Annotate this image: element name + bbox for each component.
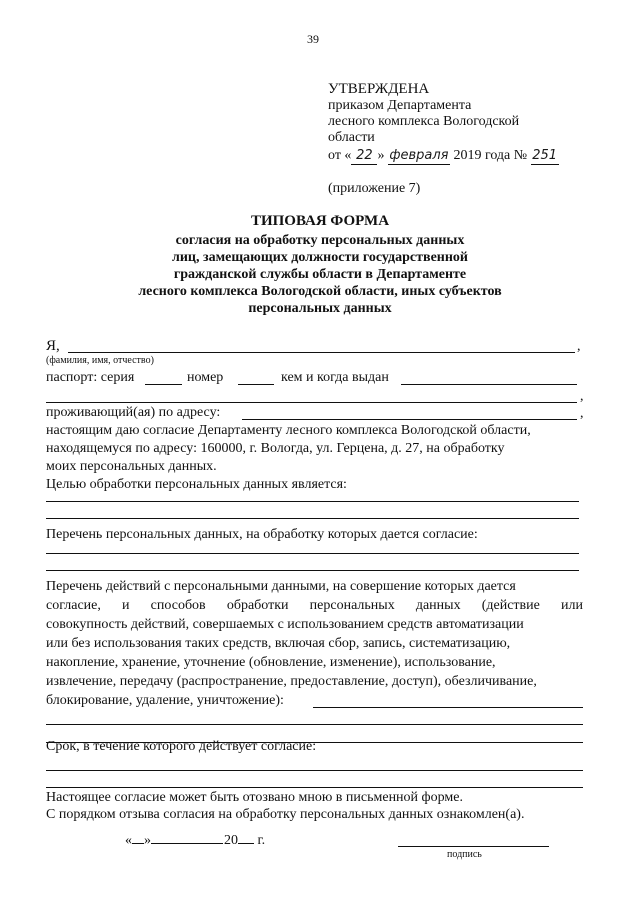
actions-field-line[interactable]: [46, 724, 583, 725]
actions-line-7: блокирование, удаление, уничтожение):: [46, 693, 284, 708]
signature-line[interactable]: [398, 846, 549, 847]
date-year-blank[interactable]: [238, 843, 254, 844]
appendix-note: (приложение 7): [328, 181, 421, 196]
address-label: проживающий(ая) по адресу:: [46, 405, 221, 420]
actions-line-2: согласие, и способов обработки персональных данных (действие или: [46, 598, 583, 613]
date-line: [125, 832, 265, 849]
passport-label: паспорт: серия: [46, 370, 135, 385]
data-list-field-line[interactable]: [46, 570, 579, 571]
form-subtitle-5: персональных данных: [248, 301, 392, 316]
date-prefix: от «: [328, 148, 352, 163]
actions-line-1: Перечень действий с персональными данными, на совершение которых дается: [46, 579, 516, 594]
address-field-line[interactable]: [242, 419, 577, 420]
actions-line-4: или без использования таких средств, включая сбор, запись, систематизацию,: [46, 636, 511, 651]
purpose-field-line[interactable]: [46, 518, 579, 519]
consent-line-2: находящемуся по адресу: 160000, г. Вологда, ул. Герцена, д. 27, на обработку: [46, 441, 505, 456]
issued-field-line[interactable]: [401, 384, 577, 385]
issued-field-line-2[interactable]: [46, 402, 577, 403]
passport-series-line[interactable]: [145, 384, 182, 385]
actions-line-6: извлечение, передачу (распространение, предоставление, доступ), обезличивание,: [46, 674, 537, 689]
passport-number-line[interactable]: [238, 384, 274, 385]
comma: ,: [580, 406, 584, 421]
form-subtitle-4: лесного комплекса Вологодской области, иных субъектов: [138, 284, 502, 299]
signature-hint: подпись: [447, 849, 482, 860]
form-subtitle-1: согласия на обработку персональных данных: [175, 233, 465, 248]
approval-line-3: области: [328, 130, 375, 145]
actions-line-5: накопление, хранение, уточнение (обновление, изменение), использование,: [46, 655, 496, 670]
date-year: 20: [224, 833, 238, 848]
handwritten-number: 251: [532, 148, 558, 163]
handwritten-month: февраля: [389, 148, 449, 163]
data-list-label: Перечень персональных данных, на обработку которых дается согласие:: [46, 527, 478, 542]
consent-line-1: настоящим даю согласие Департаменту лесного комплекса Вологодской области,: [46, 423, 531, 438]
comma: ,: [577, 339, 581, 354]
date-close: »: [377, 148, 385, 163]
issued-label: кем и когда выдан: [281, 370, 389, 385]
term-field-line[interactable]: [46, 787, 583, 788]
passport-number-label: номер: [187, 370, 224, 385]
date-suffix: г.: [257, 833, 266, 848]
revoke-text: Настоящее согласие может быть отозвано мною в письменной форме.: [46, 790, 463, 805]
form-subtitle-2: лиц, замещающих должности государственной: [172, 250, 468, 265]
date-open: «: [125, 833, 132, 848]
purpose-label: Целью обработки персональных данных является:: [46, 477, 347, 492]
approval-heading: УТВЕРЖДЕНА: [328, 81, 430, 97]
data-list-field-line[interactable]: [46, 553, 579, 554]
year-text: 2019 года №: [453, 148, 528, 163]
consent-line-3: моих персональных данных.: [46, 459, 217, 474]
page-number: 39: [307, 32, 319, 46]
handwritten-day: 22: [351, 147, 377, 165]
approval-line-2: лесного комплекса Вологодской: [328, 114, 520, 129]
date-mid: »: [144, 833, 151, 848]
purpose-field-line[interactable]: [46, 501, 579, 502]
actions-field-line[interactable]: [313, 707, 583, 708]
date-month-blank[interactable]: [151, 843, 223, 844]
fio-hint: (фамилия, имя, отчество): [46, 355, 154, 366]
term-label: Срок, в течение которого действует согласие:: [46, 739, 317, 754]
term-field-line[interactable]: [46, 770, 583, 771]
fio-field-line[interactable]: [68, 352, 575, 353]
approval-date-line: [328, 147, 559, 165]
acquainted-text: С порядком отзыва согласия на обработку персональных данных ознакомлен(а).: [46, 807, 525, 822]
actions-line-3: совокупность действий, совершаемых с использованием средств автоматизации: [46, 617, 524, 632]
date-day-blank[interactable]: [132, 843, 144, 844]
form-title: ТИПОВАЯ ФОРМА: [250, 213, 390, 229]
comma: ,: [580, 389, 584, 404]
i-label: Я,: [46, 338, 60, 354]
form-subtitle-3: гражданской службы области в Департаменте: [173, 267, 467, 282]
approval-line-1: приказом Департамента: [328, 98, 472, 113]
